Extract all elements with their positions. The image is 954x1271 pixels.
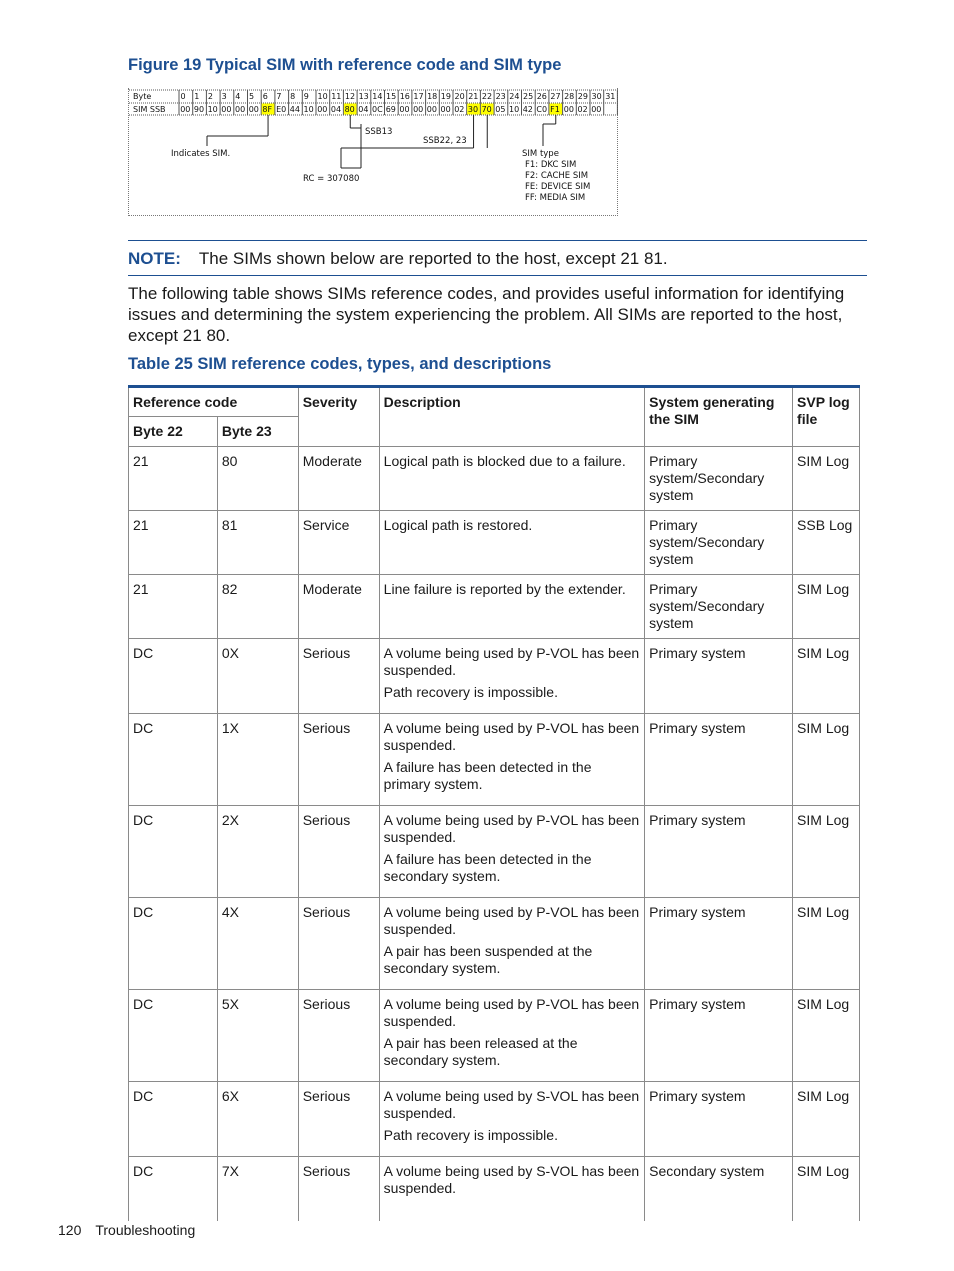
description-line: A volume being used by P-VOL has been suspended.: [383, 904, 640, 937]
description-detail: A pair has been suspended at the secondary system.: [383, 943, 593, 976]
page-number: 120: [58, 1222, 82, 1238]
byte-value: 8F: [262, 105, 273, 114]
table-row: [129, 639, 860, 714]
cell-byte22: DC: [129, 714, 218, 806]
cell-byte22: DC: [129, 898, 218, 990]
cell-svp-log: SSB Log: [793, 511, 860, 575]
label-type-ff: FF: MEDIA SIM: [525, 193, 586, 203]
byte-index: 25: [523, 92, 534, 101]
cell-severity: Serious: [298, 990, 379, 1082]
cell-svp-log: SIM Log: [793, 447, 860, 511]
byte-value: 10: [303, 105, 314, 114]
cell-severity: Service: [298, 511, 379, 575]
cell-description: [379, 990, 644, 1082]
byte-value: 10: [207, 105, 218, 114]
description-line: Logical path is restored.: [383, 517, 533, 533]
description-detail: A failure has been detected in the primary system.: [383, 759, 592, 792]
byte-value: 42: [522, 105, 533, 114]
byte-index: 3: [221, 92, 227, 101]
byte-index: 1: [194, 92, 200, 101]
cell-severity: Serious: [298, 1082, 379, 1157]
byte-index: 12: [344, 92, 356, 101]
description-line: Logical path is blocked due to a failure.: [383, 453, 626, 469]
sim-diagram-svg: [129, 88, 619, 216]
cell-description: [379, 1082, 644, 1157]
cell-description: [379, 714, 644, 806]
byte-index: 21: [468, 92, 479, 101]
header-system: System generating the SIM: [645, 387, 793, 447]
cell-svp-log: SIM Log: [793, 898, 860, 990]
table-row: [129, 806, 860, 898]
description-detail: A failure has been detected in the secondary system.: [383, 851, 592, 884]
byte-value: 69: [385, 105, 396, 114]
cell-system: Secondary system: [645, 1157, 793, 1221]
cell-byte22: DC: [129, 806, 218, 898]
cell-severity: Moderate: [298, 575, 379, 639]
byte-index: 24: [509, 92, 520, 101]
cell-svp-log: SIM Log: [793, 1082, 860, 1157]
cell-byte23: 5X: [217, 990, 298, 1082]
byte-index: 11: [331, 92, 342, 101]
cell-description: [379, 806, 644, 898]
byte-value: F1: [550, 105, 560, 114]
cell-byte22: 21: [129, 575, 218, 639]
table-row: [129, 447, 860, 511]
byte-index: 22: [481, 92, 493, 101]
table-row: [129, 714, 860, 806]
byte-index: 7: [276, 92, 282, 101]
byte-index: 13: [358, 92, 369, 101]
cell-severity: Serious: [298, 898, 379, 990]
cell-description: [379, 575, 644, 639]
cell-svp-log: SIM Log: [793, 714, 860, 806]
cell-system: Primary system: [645, 1082, 793, 1157]
byte-index: 23: [495, 92, 506, 101]
byte-value: E0: [276, 105, 287, 114]
cell-severity: Serious: [298, 1157, 379, 1221]
cell-system: Primary system: [645, 806, 793, 898]
byte-index: 5: [249, 92, 255, 101]
description-detail: Path recovery is impossible.: [383, 684, 558, 700]
label-type-f1: F1: DKC SIM: [525, 160, 577, 170]
label-ssb22: SSB22, 23: [423, 136, 467, 146]
byte-index: 27: [550, 92, 561, 101]
byte-index: 30: [591, 92, 602, 101]
cell-description: [379, 898, 644, 990]
byte-value: 00: [317, 105, 328, 114]
table-row: [129, 898, 860, 990]
header-svp-log: SVP log file: [793, 387, 860, 447]
description-line: Line failure is reported by the extender.: [383, 581, 626, 597]
byte-value: 00: [563, 105, 574, 114]
description-line: A volume being used by S-VOL has been suspended.: [383, 1088, 640, 1121]
byte-index: 2: [207, 92, 213, 101]
sim-reference-table: [128, 385, 860, 1221]
cell-description: [379, 511, 644, 575]
byte-value: C0: [536, 105, 548, 114]
cell-description: [379, 447, 644, 511]
note-label: NOTE:: [128, 249, 181, 268]
byte-value: 00: [426, 105, 437, 114]
cell-system: Primary system: [645, 639, 793, 714]
cell-system: Primary system/Secondary system: [645, 447, 793, 511]
byte-value: 00: [221, 105, 232, 114]
byte-index: 0: [180, 92, 186, 101]
cell-system: Primary system/Secondary system: [645, 575, 793, 639]
label-type-fe: FE: DEVICE SIM: [525, 182, 591, 192]
cell-byte22: DC: [129, 639, 218, 714]
table-row: [129, 1157, 860, 1221]
byte-value: 70: [481, 105, 492, 114]
byte-value: 00: [235, 105, 246, 114]
cell-byte22: 21: [129, 511, 218, 575]
footer-section: Troubleshooting: [95, 1222, 196, 1238]
header-severity: Severity: [298, 387, 379, 447]
note-text: The SIMs shown below are reported to the host, except 21 81.: [198, 249, 668, 268]
cell-svp-log: SIM Log: [793, 806, 860, 898]
byte-index: 31: [605, 92, 616, 101]
cell-description: [379, 639, 644, 714]
header-byte23: Byte 23: [217, 417, 298, 447]
table-row: [129, 575, 860, 639]
byte-index: 29: [577, 92, 588, 101]
byte-value: 05: [495, 105, 506, 114]
byte-value: 00: [399, 105, 410, 114]
byte-index: 6: [262, 92, 268, 101]
byte-value: 30: [467, 105, 479, 114]
header-byte22: Byte 22: [129, 417, 218, 447]
byte-value: 04: [330, 105, 342, 114]
cell-system: Primary system: [645, 898, 793, 990]
byte-value: 00: [180, 105, 191, 114]
cell-svp-log: SIM Log: [793, 990, 860, 1082]
byte-value: 00: [248, 105, 259, 114]
cell-svp-log: SIM Log: [793, 639, 860, 714]
table-row: [129, 990, 860, 1082]
description-detail: Path recovery is impossible.: [383, 1127, 558, 1143]
cell-byte22: DC: [129, 990, 218, 1082]
cell-severity: Serious: [298, 714, 379, 806]
byte-index: 10: [317, 92, 328, 101]
byte-value: 04: [358, 105, 369, 114]
cell-byte23: 2X: [217, 806, 298, 898]
table-caption: Table 25 SIM reference codes, types, and descriptions: [128, 355, 552, 373]
byte-value: 00: [413, 105, 424, 114]
byte-value: 90: [193, 105, 205, 114]
cell-severity: Serious: [298, 639, 379, 714]
byte-value: 10: [509, 105, 520, 114]
header-reference-code: Reference code: [129, 387, 299, 417]
byte-index: 20: [454, 92, 465, 101]
byte-value: 80: [344, 105, 355, 114]
byte-value: 44: [289, 105, 300, 114]
byte-value: 02: [577, 105, 588, 114]
description-line: A volume being used by P-VOL has been suspended.: [383, 720, 640, 753]
cell-description: [379, 1157, 644, 1221]
label-ssb13: SSB13: [365, 127, 393, 137]
cell-system: Primary system: [645, 990, 793, 1082]
cell-byte23: 7X: [217, 1157, 298, 1221]
cell-byte22: DC: [129, 1157, 218, 1221]
cell-severity: Moderate: [298, 447, 379, 511]
byte-value: 00: [591, 105, 602, 114]
cell-byte23: 0X: [217, 639, 298, 714]
cell-byte22: 21: [129, 447, 218, 511]
table-body: [129, 447, 860, 1221]
byte-index: 17: [413, 92, 424, 101]
byte-index: 16: [399, 92, 410, 101]
intro-paragraph: The following table shows SIMs reference codes, and provides useful information for identifying issues and determining the system experiencing the problem. All SIMs are reported to the host, except 21 80.: [128, 284, 845, 345]
header-description: Description: [379, 387, 644, 447]
cell-svp-log: SIM Log: [793, 1157, 860, 1221]
sim-row-label: SIM SSB: [133, 105, 166, 114]
byte-index: 18: [427, 92, 438, 101]
description-line: A volume being used by P-VOL has been suspended.: [383, 645, 640, 678]
sim-diagram: [128, 88, 618, 216]
byte-index: 26: [536, 92, 547, 101]
byte-value: 00: [440, 105, 451, 114]
cell-system: Primary system/Secondary system: [645, 511, 793, 575]
table-row: [129, 1082, 860, 1157]
byte-index: 4: [235, 92, 241, 101]
byte-index: 19: [440, 92, 451, 101]
table-row: [129, 511, 860, 575]
byte-index: 28: [564, 92, 575, 101]
cell-byte23: 82: [217, 575, 298, 639]
byte-index: 15: [386, 92, 397, 101]
description-line: A volume being used by P-VOL has been suspended.: [383, 812, 640, 845]
byte-value: 02: [454, 105, 465, 114]
cell-byte23: 1X: [217, 714, 298, 806]
cell-svp-log: SIM Log: [793, 575, 860, 639]
note-box: [128, 240, 867, 276]
label-indicates-sim: Indicates SIM.: [171, 149, 231, 159]
cell-byte22: DC: [129, 1082, 218, 1157]
description-line: A volume being used by S-VOL has been suspended.: [383, 1163, 640, 1196]
byte-value: 0C: [372, 105, 383, 114]
label-reference-code: RC = 307080: [303, 174, 360, 184]
byte-index: 9: [303, 92, 309, 101]
description-line: A volume being used by P-VOL has been suspended.: [383, 996, 640, 1029]
cell-system: Primary system: [645, 714, 793, 806]
byte-index: 14: [372, 92, 383, 101]
cell-byte23: 80: [217, 447, 298, 511]
cell-severity: Serious: [298, 806, 379, 898]
byte-row-label: Byte: [133, 92, 152, 101]
label-type-f2: F2: CACHE SIM: [525, 171, 589, 181]
cell-byte23: 6X: [217, 1082, 298, 1157]
description-detail: A pair has been released at the secondary system.: [383, 1035, 578, 1068]
cell-byte23: 4X: [217, 898, 298, 990]
figure-caption: Figure 19 Typical SIM with reference code and SIM type: [128, 56, 562, 74]
cell-byte23: 81: [217, 511, 298, 575]
label-sim-type: SIM type: [522, 149, 559, 159]
byte-index: 8: [290, 92, 296, 101]
page-footer: [58, 1222, 195, 1238]
